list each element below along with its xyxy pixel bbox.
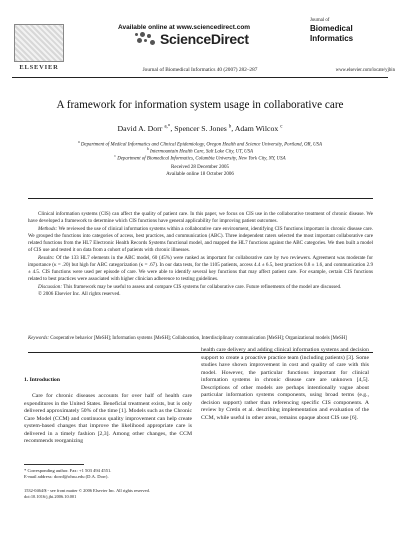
author-name: David A. Dorr bbox=[117, 124, 163, 133]
abstract-copyright: © 2006 Elsevier Inc. All rights reserved. bbox=[38, 290, 121, 297]
header-rule bbox=[12, 77, 388, 78]
author-sup: a,* bbox=[164, 124, 171, 130]
affiliation-text: Department of Medical Informatics and Clinical Epidemiology, Oregon Health and Science University, Portland, OR, USA bbox=[80, 142, 322, 148]
footnote-rule bbox=[24, 464, 84, 465]
abstract-results bbox=[28, 255, 373, 284]
online-date: Available online 18 October 2006 bbox=[166, 172, 234, 177]
author-name: Adam Wilcox bbox=[234, 124, 279, 133]
discussion-text: This framework may be useful to assess and compare CIS systems for collaborative care. Future refinements of the model are discussed. bbox=[62, 283, 342, 290]
affiliation-sup: b bbox=[147, 147, 149, 151]
keywords bbox=[28, 336, 373, 342]
abstract bbox=[28, 211, 373, 298]
sciencedirect-brand bbox=[133, 31, 249, 47]
received-date: Received 28 December 2005 bbox=[171, 165, 229, 170]
affiliation-text: Department of Biomedical Informatics, Columbia University, New York City, NY, USA bbox=[117, 156, 286, 162]
results-text: Of the 133 HL7 elements in the ABC model, 60 (45%) were ranked as important for collaborative care by two reviewers. Agreement was moderate for importance (κ = .20) but high for ABC categorization (κ = .67). In our data tests, for the 1105 patients, access 4.4 ± 6.5, best practices 0.8 ± 1.6, and communication 2.9 ± 4.5. CIS functions were used per episode of care. We were able to identify several key functions that may affect patient care. For example, certain CIS functions related to best practices were associated with higher clinician adherence to testing guidelines. bbox=[28, 254, 373, 283]
discussion-label: Discussion: bbox=[38, 283, 63, 290]
affiliation-text: Intermountain Health Care, Salt Lake City, UT, USA bbox=[150, 149, 253, 155]
front-matter-info bbox=[24, 488, 194, 499]
body-paragraph: Care for chronic diseases accounts for over half of health care expenditures in the United States. Beneficial treatment exists, but is only delivered approximately 50% of the time [1]. Models such as the Chronic Care Model (CCM) and continuous quality improvement can help create system-based changes that improve the likelihood appropriate care is delivered in a timely fashion [2,3]. Among other changes, the CCM recommends reorganizing bbox=[24, 393, 192, 445]
body-paragraph: health care delivery and adding clinical information systems and decision support to create a proactive practice team (including patients) [3]. Some studies have shown improvement in cost and quality of care with this model. However, the particular functions important for clinical information systems in chronic disease care are unknown [4,5]. Descriptions of other models are perhaps intentionally vague about particular information systems components, using broad terms (e.g., decision support) rather than referencing specific CIS components. A review by Cretin et al. describing implementation and evaluation of the CCM, while useful in other areas, remains opaque about CIS use [6]. bbox=[201, 347, 369, 421]
elsevier-tree-icon bbox=[14, 24, 64, 62]
abstract-intro: Clinical information systems (CIS) can affect the quality of patient care. In this paper, we focus on CIS use in the collaborative treatment of chronic disease. We have developed a framework to determine which CIS functions have general applicability for improving patient outcomes. bbox=[28, 211, 373, 225]
doi-line: doi:10.1016/j.jbi.2006.10.001 bbox=[24, 493, 77, 499]
sciencedirect-wordmark: ScienceDirect bbox=[160, 31, 249, 47]
abstract-top-rule bbox=[28, 198, 373, 199]
body-column-left bbox=[24, 393, 192, 446]
affiliation-sup: c bbox=[114, 154, 116, 158]
abstract-methods bbox=[28, 226, 373, 255]
author-sup: c bbox=[280, 124, 283, 130]
body-column-right bbox=[201, 347, 369, 422]
elsevier-logo bbox=[14, 24, 64, 72]
author-name: Spencer S. Jones bbox=[174, 124, 227, 133]
keywords-label: Keywords: bbox=[28, 336, 50, 341]
journal-citation: Journal of Biomedical Informatics 40 (2007) 282–287 bbox=[142, 67, 258, 73]
corresponding-author-note: * Corresponding author. Fax: +1 503 494 4551. bbox=[24, 468, 112, 473]
abstract-discussion bbox=[28, 284, 373, 291]
journal-logo-label: Journal of bbox=[310, 18, 330, 23]
methods-text: We reviewed the use of clinical information systems within a collaborative care environment, identifying CIS functions important in chronic disease care. We grouped the functions into categories of access, best practices, and communication (ABC). Three independent raters selected the most important collaborative care related functions from the HL7 Electronic Health Records Systems functional model, and mapped the HL7 functions against the ABC categories. We then built a model of CIS use and tested it on data from a cohort of patients with chronic illnesses. bbox=[28, 225, 373, 254]
methods-label: Methods: bbox=[38, 225, 58, 232]
results-label: Results: bbox=[38, 254, 55, 261]
elsevier-wordmark: ELSEVIER bbox=[19, 64, 59, 71]
author-sup: b bbox=[228, 124, 232, 130]
affiliation-sup: a bbox=[78, 140, 80, 144]
journal-logo-title-1: Biomedical bbox=[310, 24, 353, 33]
footnote bbox=[24, 468, 194, 480]
journal-url: www.elsevier.com/locate/yjbin bbox=[335, 68, 395, 73]
paper-title: A framework for information system usage in collaborative care bbox=[56, 99, 344, 111]
affiliation bbox=[20, 154, 380, 162]
section-heading: 1. Introduction bbox=[24, 377, 60, 383]
journal-logo bbox=[310, 18, 388, 43]
keywords-text: Cooperative behavior [MeSH]; Information systems [MeSH]; Collaboration, Interdisciplinary communication [MeSH]; Organizational models [MeSH] bbox=[49, 336, 347, 341]
email-note: E-mail address: dorrd@ohsu.edu (D.A. Dorr). bbox=[24, 474, 109, 479]
availability-note: Available online at www.sciencedirect.com bbox=[118, 24, 251, 31]
author-list: David A. Dorr $^{a,*}$, Spencer S. Jones $^b$, Adam Wilcox $^c$ bbox=[117, 124, 283, 133]
issn-line: 1532-0464/$ - see front matter © 2006 Elsevier Inc. All rights reserved. bbox=[24, 488, 150, 493]
sciencedirect-logo-icon bbox=[133, 32, 157, 46]
journal-logo-title-2: Informatics bbox=[310, 34, 354, 43]
